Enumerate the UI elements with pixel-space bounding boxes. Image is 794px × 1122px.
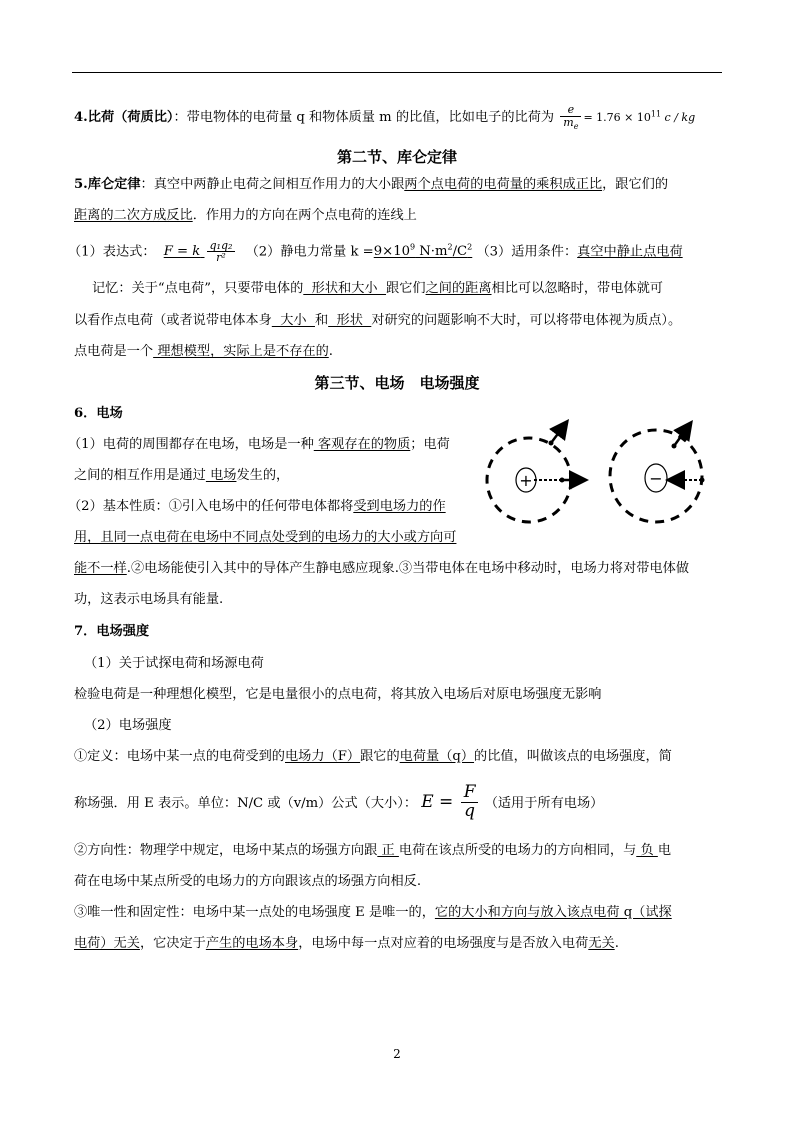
section-4-text: ：带电物体的电荷量 q 和物体质量 m 的比值，比如电子的比荷为 xyxy=(173,110,555,126)
coulomb-law-line-1: 5.库仑定律：真空中两静止电荷之间相互作用力的大小跟两个点电荷的电荷量的乘积成正比，跟它们的 xyxy=(74,177,669,192)
memo-line-2: 以看作点电荷（或者说带电体本身 大小 和 形状 对研究的问题影响不大时，可以将带电体视为质点）。 xyxy=(74,313,682,328)
memo-line-1: 记忆：关于“点电荷”，只要带电体的 形状和大小 跟它们之间的距离相比可以忽略时，带电体就可 xyxy=(92,281,663,296)
charge-field-diagram xyxy=(484,408,724,558)
negative-charge-field xyxy=(610,424,705,522)
positive-charge-field xyxy=(487,423,584,522)
field-line-6: 功，这表示电场具有能量. xyxy=(74,592,224,607)
field-line-5: 能不一样.②电场能使引入其中的导体产生静电感应现象.③当带电体在电场中移动时，电场力将对带电体做 xyxy=(74,561,690,576)
definition-line-2: 称场强．用 E 表示。单位：N/C 或（v/m）公式（大小）： E = $\frac{F}{q}$ （适用于所有电场） xyxy=(74,782,604,821)
page-number: 2 xyxy=(393,1047,401,1061)
field-line-2: 之间的相互作用是通过 电场发生的， xyxy=(74,468,290,483)
test-charge-heading: （1）关于试探电荷和场源电荷 xyxy=(84,656,264,671)
coulomb-formula: F = k $\frac{\text{q₁q₂}}{\text{r²}}$ xyxy=(160,244,242,259)
section-6-label: 6．电场 xyxy=(74,406,123,421)
uniqueness-line-1: ③唯一性和固定性：电场中某一点处的电场强度 E 是唯一的，它的大小和方向与放入该点电荷 q（试探 xyxy=(74,905,672,920)
specific-charge-fraction: $\frac{e}{m_e}$ xyxy=(560,104,581,131)
coulomb-law-line-3: （1）表达式： F = k $\frac{\text{q₁q₂}}{\text{r²}}$ （2）静电力常量 $k =9\times 10^9$ $N\cdot m^2/C^2$ （3）适用条件：真空中静止点电荷 xyxy=(68,238,683,265)
field-strength-heading: （2）电场强度 xyxy=(84,718,172,733)
direction-line-1: ②方向性：物理学中规定，电场中某点的场强方向跟 正 电荷在该点所受的电场力的方向相同，与 负 电 xyxy=(74,843,672,858)
coulomb-law-line-2: 距离的二次方成反比．作用力的方向在两个点电荷的连线上 xyxy=(74,208,417,223)
section-3-heading: 第三节、电场 电场强度 xyxy=(314,374,480,392)
uniqueness-line-2: 电荷）无关，它决定于产生的电场本身，电场中每一点对应着的电场强度与是否放入电荷无关. xyxy=(74,936,619,951)
section-4-line xyxy=(74,104,695,131)
field-line-4: 用，且同一点电荷在电场中不同点处受到的电场力的大小或方向可 xyxy=(74,530,457,545)
field-line-1: （1）电荷的周围都存在电场，电场是一种 客观存在的物质；电荷 xyxy=(68,437,450,452)
test-charge-text: 检验电荷是一种理想化模型，它是电量很小的点电荷，将其放入电场后对原电场强度无影响 xyxy=(74,687,602,702)
field-line-3: （2）基本性质：①引入电场中的任何带电体都将受到电场力的作 xyxy=(68,499,446,514)
specific-charge-value: = $1.76 \times 10^{11}$ c / kg xyxy=(583,109,696,125)
memo-line-3: 点电荷是一个 理想模型，实际上是不存在的. xyxy=(74,344,333,359)
header-rule xyxy=(72,72,722,73)
section-4-label: 4.比荷（荷质比） xyxy=(74,110,174,126)
minus-sign: − xyxy=(649,469,663,488)
definition-line-1: ①定义：电场中某一点的电荷受到的电场力（F）跟它的电荷量（q）的比值，叫做该点的电场强度，简 xyxy=(74,749,672,764)
section-2-heading: 第二节、库仑定律 xyxy=(336,148,457,166)
field-strength-formula: E = $\frac{F}{q}$ xyxy=(421,792,480,812)
section-7-label: 7．电场强度 xyxy=(74,624,150,639)
plus-sign: + xyxy=(519,471,533,490)
direction-line-2: 荷在电场中某点所受的电场力的方向跟该点的场强方向相反. xyxy=(74,874,422,889)
